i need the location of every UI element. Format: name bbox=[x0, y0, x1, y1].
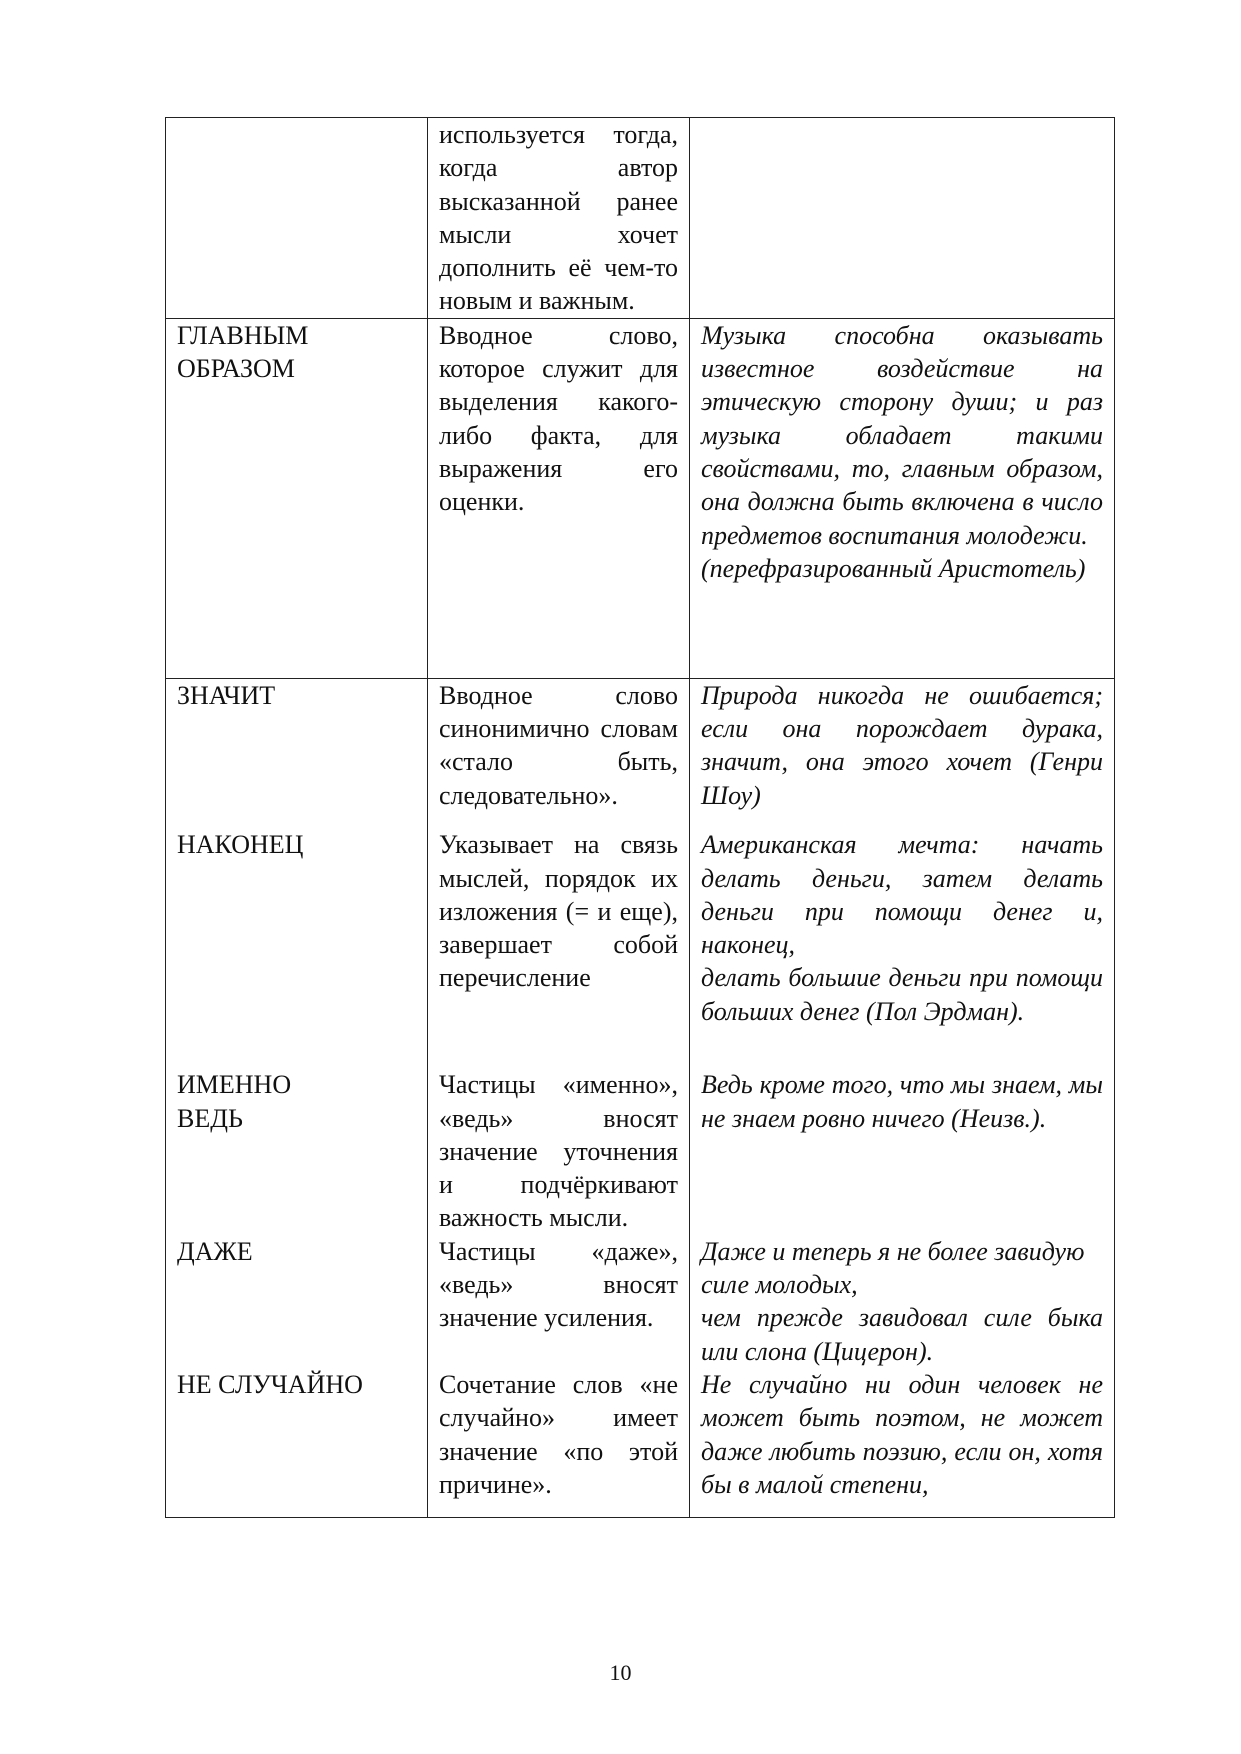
table-row bbox=[166, 828, 1115, 1068]
example-text: Не случайно ни один человек не может быть поэтом, не может даже любить поэзию, если он, хотя бы в малой степени, bbox=[701, 1369, 1103, 1499]
example-text: Природа никогда не ошибается; если она порождает дурака, значит, она этого хочет (Генри Шоу) bbox=[701, 680, 1103, 810]
description-text: Указывает на связь мыслей, порядок их изложения (= и еще), завершает собой перечисление bbox=[439, 830, 678, 993]
example-text: Американская мечта: начать делать деньги, затем делать деньги при помощи денег и, наконец, bbox=[701, 830, 1103, 960]
example-text: Даже и теперь я не более завидую силе молодых, bbox=[701, 1236, 1085, 1300]
description-cell bbox=[428, 1235, 690, 1368]
example-cell bbox=[690, 1235, 1115, 1368]
description-cell bbox=[428, 1368, 690, 1518]
table-row bbox=[166, 118, 1115, 319]
description-cell bbox=[428, 318, 690, 678]
example-cell bbox=[690, 1068, 1115, 1234]
term-text: ДАЖЕ bbox=[177, 1236, 253, 1266]
example-cell bbox=[690, 318, 1115, 678]
description-cell bbox=[428, 1068, 690, 1234]
term-cell bbox=[166, 118, 428, 319]
term-cell bbox=[166, 1368, 428, 1518]
description-text: Частицы «именно», «ведь» вносят значение уточнения и подчёркивают важность мысли. bbox=[439, 1070, 678, 1233]
term-cell bbox=[166, 828, 428, 1068]
example-cell bbox=[690, 678, 1115, 828]
term-text: НАКОНЕЦ bbox=[177, 830, 304, 860]
vocabulary-table bbox=[165, 117, 1115, 1518]
description-cell bbox=[428, 678, 690, 828]
description-text: Сочетание слов «не случайно» имеет значение «по этой причине». bbox=[439, 1369, 678, 1499]
term-text: НЕ СЛУЧАЙНО bbox=[177, 1369, 363, 1399]
description-text: Вводное слово синонимично словам «стало быть, следовательно». bbox=[439, 680, 678, 810]
term-text: ГЛАВНЫМ ОБРАЗОМ bbox=[177, 320, 309, 384]
example-source: (перефразированный Аристотель) bbox=[701, 553, 1086, 583]
example-cell bbox=[690, 118, 1115, 319]
term-text: ИМЕННО bbox=[177, 1070, 292, 1100]
example-text: Ведь кроме того, что мы знаем, мы не знаем ровно ничего (Неизв.). bbox=[701, 1070, 1103, 1133]
page-number: 10 bbox=[609, 1660, 632, 1685]
description-cell bbox=[428, 828, 690, 1068]
description-text: Вводное слово, которое служит для выделения какого-либо факта, для выражения его оценки. bbox=[439, 320, 678, 517]
description-text: Частицы «даже», «ведь» вносят значение усиления. bbox=[439, 1236, 678, 1333]
term-text-second: ВЕДЬ bbox=[177, 1103, 243, 1133]
table-row bbox=[166, 1235, 1115, 1368]
description-text: используется тогда, когда автор высказанной ранее мысли хочет дополнить её чем-то новым и важным. bbox=[439, 120, 678, 316]
example-cell bbox=[690, 1368, 1115, 1518]
term-text: ЗНАЧИТ bbox=[177, 680, 276, 710]
term-cell bbox=[166, 1068, 428, 1234]
example-text: Музыка способна оказывать известное воздействие на этическую сторону души; и раз музыка обладает такими свойствами, то, главным образом, она должна быть включена в число предметов воспитания молодежи. bbox=[701, 320, 1103, 550]
table-row bbox=[166, 1368, 1115, 1518]
example-text-continued: делать большие деньги при помощи больших денег (Пол Эрдман). bbox=[701, 963, 1103, 1026]
term-cell bbox=[166, 678, 428, 828]
term-cell bbox=[166, 1235, 428, 1368]
example-cell bbox=[690, 828, 1115, 1068]
example-text-continued: чем прежде завидовал силе быка или слона (Цицерон). bbox=[701, 1303, 1103, 1366]
description-cell bbox=[428, 118, 690, 319]
table-row bbox=[166, 1068, 1115, 1234]
term-cell bbox=[166, 318, 428, 678]
table-row bbox=[166, 318, 1115, 678]
table-row bbox=[166, 678, 1115, 828]
